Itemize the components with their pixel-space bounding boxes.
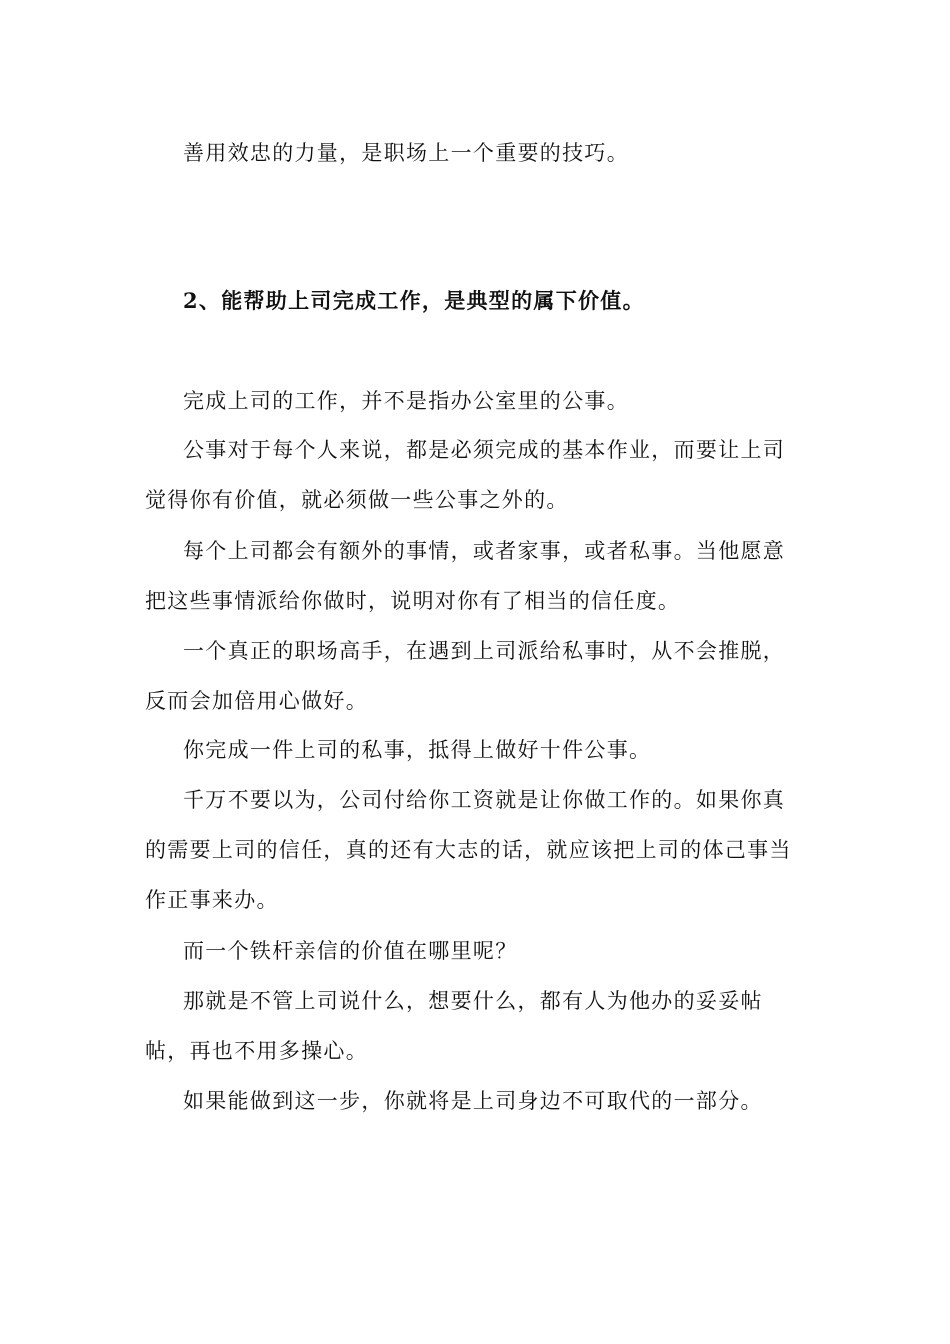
paragraph: 每个上司都会有额外的事情，或者家事，或者私事。当他愿意把这些事情派给你做时，说明对你有了相当的信任度。 xyxy=(145,539,786,613)
paragraph: 你完成一件上司的私事，抵得上做好十件公事。 xyxy=(183,738,652,762)
paragraph: 那就是不管上司说什么，想要什么，都有人为他办的妥妥帖帖，再也不用多操心。 xyxy=(145,989,763,1063)
section-heading: 2、能帮助上司完成工作，是典型的属下价值。 xyxy=(183,288,645,313)
paragraph: 完成上司的工作，并不是指办公室里的公事。 xyxy=(183,389,629,413)
paragraph: 善用效忠的力量，是职场上一个重要的技巧。 xyxy=(183,141,629,165)
paragraph: 千万不要以为，公司付给你工资就是让你做工作的。如果你真的需要上司的信任，真的还有大志的话，就应该把上司的体己事当作正事来办。 xyxy=(145,788,792,912)
paragraph: 而一个铁杆亲信的价值在哪里呢？ xyxy=(183,939,518,963)
paragraph: 如果能做到这一步，你就将是上司身边不可取代的一部分。 xyxy=(183,1089,763,1113)
paragraph: 公事对于每个人来说，都是必须完成的基本作业，而要让上司觉得你有价值，就必须做一些公事之外的。 xyxy=(145,438,786,512)
paragraph: 一个真正的职场高手，在遇到上司派给私事时，从不会推脱，反而会加倍用心做好。 xyxy=(145,639,786,713)
